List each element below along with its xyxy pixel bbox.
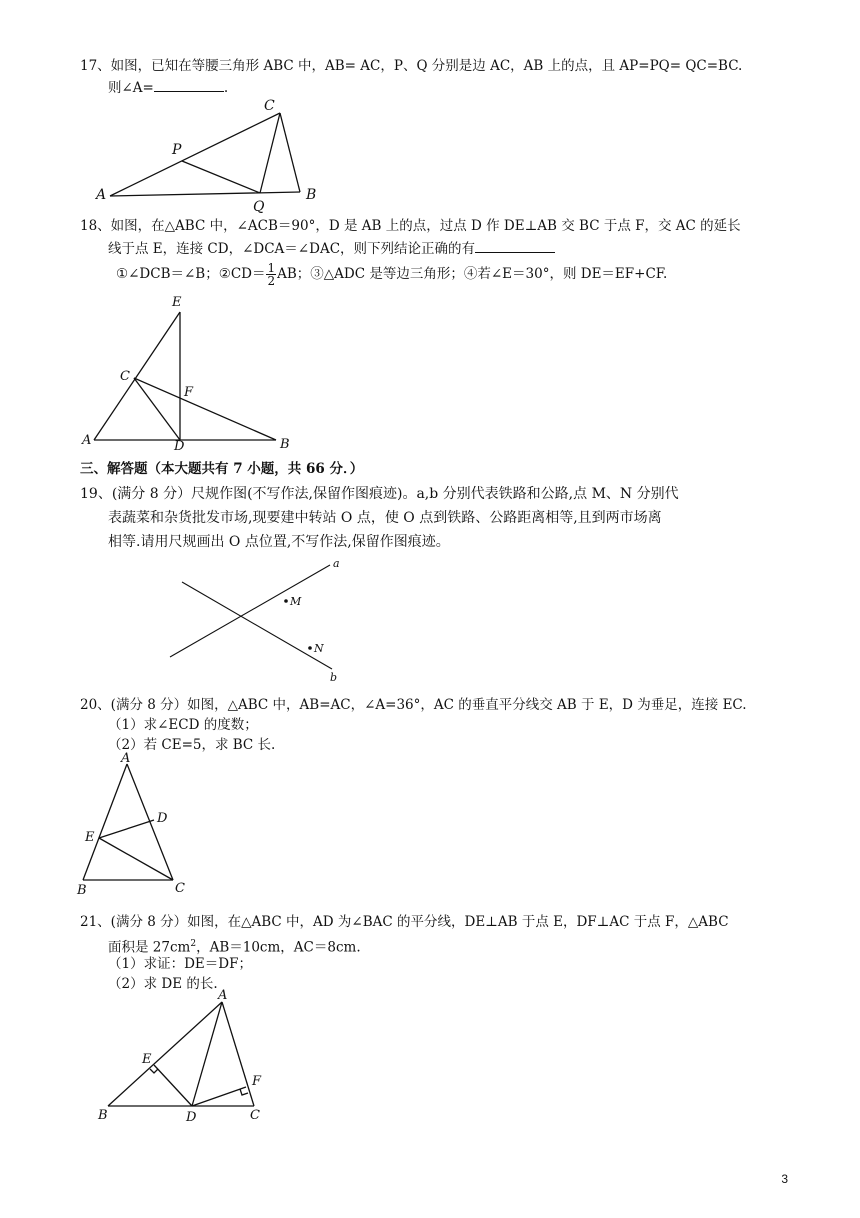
label-b: B [77,883,87,898]
label-b: B [98,1108,108,1123]
label-c: C [264,98,275,114]
q17-suffix: . [223,80,229,96]
segment-ad [192,1002,222,1106]
q21-sub1: （1）求证：DE＝DF； [108,956,252,972]
segment-ac [110,113,280,196]
segment-ab [83,764,127,880]
label-b: B [280,437,290,450]
q18-options-b: AB；③△ADC 是等边三角形；④若∠E＝30°，则 DE＝EF+CF. [277,266,668,282]
q20-figure [75,750,205,900]
q18-options-a: ①∠DCB＝∠B；②CD＝ [116,266,266,282]
superscript-two: 2 [190,939,197,949]
label-a: A [82,433,92,448]
right-angle-mark-f [240,1089,248,1095]
segment-ec [99,838,173,880]
q17-text-line1: 17、如图，已知在等腰三角形 ABC 中，AB= AC，P、Q 分别是边 AC，AB 上的点，且 AP=PQ= QC=BC. [80,58,743,74]
segment-pq [182,161,260,193]
segment-qc [260,113,280,193]
q21-text-line1: 21、(满分 8 分）如图，在△ABC 中，AD 为∠BAC 的平分线，DE⊥AB 于点 E，DF⊥AC 于点 F，△ABC [80,914,729,930]
label-d: D [186,1110,197,1125]
label-n: N [314,642,324,655]
q20-sub2: （2）若 CE=5，求 BC 长. [108,737,276,753]
q21-sub2: （2）求 DE 的长. [108,976,218,992]
label-p: P [172,142,182,158]
point-n [308,646,312,650]
label-a: A [96,187,107,203]
segment-ab [108,1002,222,1106]
q18-text-line1: 18、如图，在△ABC 中，∠ACB＝90°，D 是 AB 上的点，过点 D 作 DE⊥AB 交 BC 于点 F，交 AC 的延长 [80,218,741,234]
segment-de [154,1065,192,1106]
q19-figure [160,555,360,685]
q19-text-line2: 表蔬菜和杂货批发市场,现要建中转站 O 点，使 O 点到铁路、公路距离相等,且到两市场离 [108,510,662,526]
section-heading: 三、解答题（本大题共有 7 小题，共 66 分．） [80,461,364,477]
label-m: M [290,595,302,608]
right-angle-mark-e [150,1069,158,1073]
q18-options [116,262,667,287]
q17-figure [90,95,330,215]
fraction-one-half [266,262,276,287]
label-a: A [218,988,228,1003]
label-c: C [120,369,130,384]
label-f: F [252,1074,262,1089]
q18-line2-text: 线于点 E，连接 CD，∠DCA＝∠DAC，则下列结论正确的有 [108,241,476,257]
label-d: D [174,439,185,450]
point-m [284,599,288,603]
line-b [182,582,332,669]
segment-bc [280,113,300,192]
segment-cd [134,378,180,440]
label-e: E [172,295,182,310]
segment-ab [110,192,300,196]
q21-figure [90,985,290,1125]
segment-ae [94,312,180,440]
label-q: Q [253,199,265,215]
label-b: B [306,187,317,203]
segment-df [192,1087,246,1106]
q19-text-line1: 19、(满分 8 分）尺规作图(不写作法,保留作图痕迹)。a,b 分别代表铁路和公路,点 M、N 分别代 [80,486,679,502]
segment-cb [134,378,276,440]
fraction-denominator: 2 [267,274,276,288]
q18-figure [80,290,300,450]
q19-text-line3: 相等.请用尺规画出 O 点位置,不写作法,保留作图痕迹。 [108,534,450,550]
label-f: F [184,385,194,400]
label-c: C [175,881,185,896]
answer-blank-17[interactable] [154,77,224,92]
page-number: 3 [781,1172,788,1186]
label-d: D [157,811,168,826]
answer-blank-18[interactable] [475,238,555,253]
label-a: A [121,751,131,766]
segment-ed [99,820,154,838]
q20-sub1: （1）求∠ECD 的度数； [108,717,258,733]
q20-text-line1: 20、(满分 8 分）如图，△ABC 中，AB=AC，∠A=36°，AC 的垂直平分线交 AB 于 E，D 为垂足，连接 EC. [80,697,747,713]
q18-text-line2 [108,238,555,259]
label-e: E [142,1052,152,1067]
label-c: C [250,1108,260,1123]
label-b: b [330,671,338,684]
line-a [170,565,330,657]
label-e: E [85,830,95,845]
fraction-numerator: 1 [267,261,276,275]
q21-area-text: 面积是 27cm [108,939,191,956]
q17-prefix: 则∠A= [108,80,154,96]
q21-lengths-text: ，AB＝10cm，AC＝8cm. [196,939,361,956]
label-a: a [333,557,340,570]
